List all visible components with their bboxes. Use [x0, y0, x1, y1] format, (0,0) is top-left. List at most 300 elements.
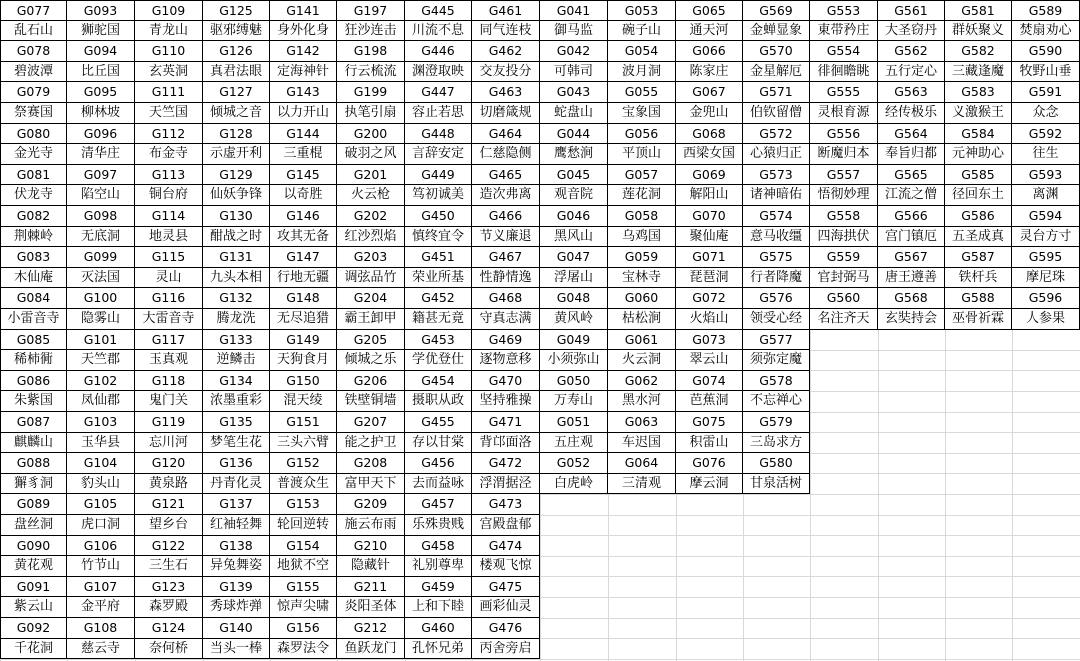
- cell-name[interactable]: 学优登仕: [405, 350, 472, 371]
- cell-name[interactable]: 天狗食月: [270, 350, 337, 371]
- cell-name[interactable]: 能之护卫: [337, 433, 405, 454]
- cell-name[interactable]: 豹头山: [67, 474, 135, 495]
- cell-code[interactable]: G575: [743, 247, 810, 268]
- cell-name[interactable]: 西梁女国: [676, 144, 743, 165]
- cell-code[interactable]: G088: [0, 453, 67, 474]
- cell-name[interactable]: 金蝉显象: [743, 21, 810, 42]
- cell-name[interactable]: 施云布雨: [337, 515, 405, 536]
- cell-name[interactable]: 当头一棒: [203, 639, 270, 660]
- cell-code[interactable]: G128: [203, 124, 270, 145]
- cell-name[interactable]: 五庄观: [540, 433, 608, 454]
- cell-name[interactable]: 布金寺: [135, 144, 203, 165]
- cell-code[interactable]: G131: [203, 247, 270, 268]
- cell-name[interactable]: 火云枪: [337, 185, 405, 206]
- cell-name[interactable]: 示虚开利: [203, 144, 270, 165]
- cell-name[interactable]: 霸王卸甲: [337, 309, 405, 330]
- cell-name[interactable]: 宝林寺: [608, 268, 676, 289]
- cell-name[interactable]: 名注齐天: [810, 309, 878, 330]
- cell-name[interactable]: 画彩仙灵: [472, 597, 540, 618]
- cell-code[interactable]: G567: [878, 247, 945, 268]
- cell-code[interactable]: G149: [270, 330, 337, 351]
- cell-name[interactable]: 节义廉退: [472, 227, 540, 248]
- cell-code[interactable]: G207: [337, 412, 405, 433]
- cell-code[interactable]: G144: [270, 124, 337, 145]
- cell-name[interactable]: 伏龙寺: [0, 185, 67, 206]
- cell-name[interactable]: 炎阳圣体: [337, 597, 405, 618]
- cell-name[interactable]: 宫门镇厄: [878, 227, 945, 248]
- cell-name[interactable]: 鬼门关: [135, 391, 203, 412]
- cell-name[interactable]: 狮驼国: [67, 21, 135, 42]
- cell-name[interactable]: 孔怀兄弟: [405, 639, 472, 660]
- cell-name[interactable]: 真君法眼: [203, 62, 270, 83]
- cell-name[interactable]: 三清观: [608, 474, 676, 495]
- cell-code[interactable]: G127: [203, 82, 270, 103]
- cell-code[interactable]: G123: [135, 577, 203, 598]
- cell-code[interactable]: G118: [135, 371, 203, 392]
- cell-code[interactable]: G047: [540, 247, 608, 268]
- cell-code[interactable]: G124: [135, 618, 203, 639]
- cell-name[interactable]: 万寿山: [540, 391, 608, 412]
- cell-name[interactable]: 腾龙洗: [203, 309, 270, 330]
- cell-name[interactable]: 木仙庵: [0, 268, 67, 289]
- cell-name[interactable]: 经传极乐: [878, 103, 945, 124]
- cell-code[interactable]: G198: [337, 41, 405, 62]
- cell-code[interactable]: G073: [676, 330, 743, 351]
- cell-name[interactable]: 黑风山: [540, 227, 608, 248]
- cell-code[interactable]: G050: [540, 371, 608, 392]
- cell-code[interactable]: G570: [743, 41, 810, 62]
- cell-name[interactable]: 小雷音寺: [0, 309, 67, 330]
- cell-name[interactable]: 领受心经: [743, 309, 810, 330]
- cell-code[interactable]: G450: [405, 206, 472, 227]
- cell-code[interactable]: G594: [1012, 206, 1080, 227]
- cell-code[interactable]: G559: [810, 247, 878, 268]
- cell-name[interactable]: 玄英洞: [135, 62, 203, 83]
- cell-name[interactable]: 群妖聚义: [945, 21, 1012, 42]
- cell-code[interactable]: G055: [608, 82, 676, 103]
- cell-code[interactable]: G449: [405, 165, 472, 186]
- cell-code[interactable]: G110: [135, 41, 203, 62]
- cell-code[interactable]: G147: [270, 247, 337, 268]
- cell-code[interactable]: G126: [203, 41, 270, 62]
- cell-name[interactable]: 礼别尊卑: [405, 556, 472, 577]
- cell-name[interactable]: 奉旨归都: [878, 144, 945, 165]
- cell-name[interactable]: 性静情逸: [472, 268, 540, 289]
- cell-name[interactable]: 三头六臂: [270, 433, 337, 454]
- cell-code[interactable]: G083: [0, 247, 67, 268]
- cell-code[interactable]: G448: [405, 124, 472, 145]
- cell-name[interactable]: 麒麟山: [0, 433, 67, 454]
- cell-code[interactable]: G105: [67, 494, 135, 515]
- cell-code[interactable]: G582: [945, 41, 1012, 62]
- cell-code[interactable]: G468: [472, 288, 540, 309]
- cell-name[interactable]: 黑水河: [608, 391, 676, 412]
- cell-code[interactable]: G571: [743, 82, 810, 103]
- cell-code[interactable]: G100: [67, 288, 135, 309]
- cell-name[interactable]: 四海拱伏: [810, 227, 878, 248]
- cell-name[interactable]: 逆鳞击: [203, 350, 270, 371]
- cell-name[interactable]: 观音院: [540, 185, 608, 206]
- cell-code[interactable]: G101: [67, 330, 135, 351]
- cell-name[interactable]: 青龙山: [135, 21, 203, 42]
- cell-code[interactable]: G052: [540, 453, 608, 474]
- cell-name[interactable]: 上和下睦: [405, 597, 472, 618]
- cell-name[interactable]: 无尽追猎: [270, 309, 337, 330]
- cell-name[interactable]: 逐物意移: [472, 350, 540, 371]
- cell-name[interactable]: 清华庄: [67, 144, 135, 165]
- cell-code[interactable]: G066: [676, 41, 743, 62]
- cell-name[interactable]: 黄风岭: [540, 309, 608, 330]
- cell-code[interactable]: G563: [878, 82, 945, 103]
- cell-name[interactable]: 切磨箴规: [472, 103, 540, 124]
- cell-name[interactable]: 驱邪缚魅: [203, 21, 270, 42]
- cell-code[interactable]: G585: [945, 165, 1012, 186]
- cell-name[interactable]: 义激猴王: [945, 103, 1012, 124]
- cell-code[interactable]: G200: [337, 124, 405, 145]
- cell-name[interactable]: 籍甚无竟: [405, 309, 472, 330]
- cell-code[interactable]: G586: [945, 206, 1012, 227]
- cell-name[interactable]: 火云洞: [608, 350, 676, 371]
- cell-code[interactable]: G097: [67, 165, 135, 186]
- cell-code[interactable]: G057: [608, 165, 676, 186]
- cell-name[interactable]: 鹰愁涧: [540, 144, 608, 165]
- cell-code[interactable]: G139: [203, 577, 270, 598]
- cell-name[interactable]: 莲花洞: [608, 185, 676, 206]
- cell-code[interactable]: G071: [676, 247, 743, 268]
- cell-code[interactable]: G201: [337, 165, 405, 186]
- cell-code[interactable]: G462: [472, 41, 540, 62]
- cell-name[interactable]: 五行定心: [878, 62, 945, 83]
- cell-name[interactable]: 悟彻妙理: [810, 185, 878, 206]
- cell-code[interactable]: G091: [0, 577, 67, 598]
- cell-code[interactable]: G113: [135, 165, 203, 186]
- cell-code[interactable]: G067: [676, 82, 743, 103]
- cell-code[interactable]: G115: [135, 247, 203, 268]
- cell-name[interactable]: 执笔引扇: [337, 103, 405, 124]
- cell-code[interactable]: G117: [135, 330, 203, 351]
- cell-code[interactable]: G120: [135, 453, 203, 474]
- cell-name[interactable]: 行地无疆: [270, 268, 337, 289]
- cell-name[interactable]: 天竺国: [135, 103, 203, 124]
- cell-name[interactable]: 往生: [1012, 144, 1080, 165]
- cell-code[interactable]: G152: [270, 453, 337, 474]
- cell-name[interactable]: 守真志满: [472, 309, 540, 330]
- cell-name[interactable]: 川流不息: [405, 21, 472, 42]
- cell-name[interactable]: 惊声尖啸: [270, 597, 337, 618]
- cell-name[interactable]: 三重棍: [270, 144, 337, 165]
- cell-name[interactable]: 紫云山: [0, 597, 67, 618]
- cell-name[interactable]: 容止若思: [405, 103, 472, 124]
- cell-code[interactable]: G065: [676, 0, 743, 21]
- cell-code[interactable]: G138: [203, 536, 270, 557]
- cell-code[interactable]: G099: [67, 247, 135, 268]
- cell-code[interactable]: G457: [405, 494, 472, 515]
- cell-code[interactable]: G104: [67, 453, 135, 474]
- cell-code[interactable]: G211: [337, 577, 405, 598]
- cell-name[interactable]: 铜台府: [135, 185, 203, 206]
- cell-name[interactable]: 三岛求方: [743, 433, 810, 454]
- cell-code[interactable]: G467: [472, 247, 540, 268]
- cell-code[interactable]: G461: [472, 0, 540, 21]
- cell-code[interactable]: G555: [810, 82, 878, 103]
- cell-name[interactable]: 虎口洞: [67, 515, 135, 536]
- cell-code[interactable]: G106: [67, 536, 135, 557]
- cell-name[interactable]: 灵山: [135, 268, 203, 289]
- cell-name[interactable]: 伯钦留僧: [743, 103, 810, 124]
- cell-code[interactable]: G070: [676, 206, 743, 227]
- cell-name[interactable]: 碗子山: [608, 21, 676, 42]
- cell-code[interactable]: G451: [405, 247, 472, 268]
- cell-code[interactable]: G063: [608, 412, 676, 433]
- cell-code[interactable]: G043: [540, 82, 608, 103]
- cell-code[interactable]: G155: [270, 577, 337, 598]
- cell-code[interactable]: G150: [270, 371, 337, 392]
- cell-code[interactable]: G051: [540, 412, 608, 433]
- cell-name[interactable]: 富甲天下: [337, 474, 405, 495]
- cell-code[interactable]: G114: [135, 206, 203, 227]
- cell-name[interactable]: 意马收缰: [743, 227, 810, 248]
- cell-code[interactable]: G072: [676, 288, 743, 309]
- cell-code[interactable]: G068: [676, 124, 743, 145]
- cell-code[interactable]: G476: [472, 618, 540, 639]
- cell-name[interactable]: 獬豸洞: [0, 474, 67, 495]
- cell-name[interactable]: 隐雾山: [67, 309, 135, 330]
- cell-code[interactable]: G574: [743, 206, 810, 227]
- cell-code[interactable]: G562: [878, 41, 945, 62]
- cell-name[interactable]: 荣业所基: [405, 268, 472, 289]
- cell-name[interactable]: 断魔归本: [810, 144, 878, 165]
- cell-name[interactable]: 天竺郡: [67, 350, 135, 371]
- cell-name[interactable]: 浮屠山: [540, 268, 608, 289]
- cell-code[interactable]: G464: [472, 124, 540, 145]
- cell-name[interactable]: 焚扇劝心: [1012, 21, 1080, 42]
- cell-code[interactable]: G446: [405, 41, 472, 62]
- cell-name[interactable]: 秀球炸弹: [203, 597, 270, 618]
- cell-name[interactable]: 火焰山: [676, 309, 743, 330]
- cell-code[interactable]: G591: [1012, 82, 1080, 103]
- cell-code[interactable]: G058: [608, 206, 676, 227]
- cell-name[interactable]: 柳林坡: [67, 103, 135, 124]
- cell-code[interactable]: G122: [135, 536, 203, 557]
- cell-code[interactable]: G098: [67, 206, 135, 227]
- cell-code[interactable]: G133: [203, 330, 270, 351]
- cell-code[interactable]: G206: [337, 371, 405, 392]
- cell-name[interactable]: 定海神针: [270, 62, 337, 83]
- cell-code[interactable]: G059: [608, 247, 676, 268]
- cell-code[interactable]: G576: [743, 288, 810, 309]
- cell-name[interactable]: 江流之僧: [878, 185, 945, 206]
- cell-code[interactable]: G112: [135, 124, 203, 145]
- cell-name[interactable]: 唐王遵善: [878, 268, 945, 289]
- cell-name[interactable]: 以力开山: [270, 103, 337, 124]
- cell-code[interactable]: G069: [676, 165, 743, 186]
- cell-code[interactable]: G082: [0, 206, 67, 227]
- cell-code[interactable]: G044: [540, 124, 608, 145]
- cell-name[interactable]: 慎终宜令: [405, 227, 472, 248]
- cell-code[interactable]: G560: [810, 288, 878, 309]
- cell-name[interactable]: 稀柿衕: [0, 350, 67, 371]
- cell-name[interactable]: 解阳山: [676, 185, 743, 206]
- cell-name[interactable]: 乱石山: [0, 21, 67, 42]
- cell-name[interactable]: 波月洞: [608, 62, 676, 83]
- cell-name[interactable]: 破羽之风: [337, 144, 405, 165]
- cell-code[interactable]: G209: [337, 494, 405, 515]
- cell-name[interactable]: 望乡台: [135, 515, 203, 536]
- cell-name[interactable]: 众念: [1012, 103, 1080, 124]
- cell-name[interactable]: 徘徊瞻眺: [810, 62, 878, 83]
- cell-name[interactable]: 以奇胜: [270, 185, 337, 206]
- cell-code[interactable]: G595: [1012, 247, 1080, 268]
- cell-name[interactable]: 奈何桥: [135, 639, 203, 660]
- cell-code[interactable]: G096: [67, 124, 135, 145]
- cell-code[interactable]: G046: [540, 206, 608, 227]
- cell-code[interactable]: G208: [337, 453, 405, 474]
- cell-code[interactable]: G090: [0, 536, 67, 557]
- cell-name[interactable]: 宝象国: [608, 103, 676, 124]
- cell-name[interactable]: 巫骨祈霖: [945, 309, 1012, 330]
- cell-code[interactable]: G141: [270, 0, 337, 21]
- cell-code[interactable]: G095: [67, 82, 135, 103]
- cell-name[interactable]: 行者降魔: [743, 268, 810, 289]
- cell-code[interactable]: G130: [203, 206, 270, 227]
- cell-code[interactable]: G564: [878, 124, 945, 145]
- cell-code[interactable]: G092: [0, 618, 67, 639]
- cell-code[interactable]: G148: [270, 288, 337, 309]
- cell-code[interactable]: G588: [945, 288, 1012, 309]
- cell-code[interactable]: G074: [676, 371, 743, 392]
- cell-code[interactable]: G474: [472, 536, 540, 557]
- cell-code[interactable]: G473: [472, 494, 540, 515]
- cell-code[interactable]: G568: [878, 288, 945, 309]
- cell-code[interactable]: G089: [0, 494, 67, 515]
- cell-code[interactable]: G129: [203, 165, 270, 186]
- cell-name[interactable]: 造次弗离: [472, 185, 540, 206]
- cell-name[interactable]: 轮回逆转: [270, 515, 337, 536]
- cell-name[interactable]: 盘丝洞: [0, 515, 67, 536]
- cell-name[interactable]: 蛇盘山: [540, 103, 608, 124]
- cell-name[interactable]: 黄花观: [0, 556, 67, 577]
- cell-code[interactable]: G077: [0, 0, 67, 21]
- cell-code[interactable]: G153: [270, 494, 337, 515]
- cell-name[interactable]: 身外化身: [270, 21, 337, 42]
- cell-code[interactable]: G116: [135, 288, 203, 309]
- cell-code[interactable]: G197: [337, 0, 405, 21]
- cell-code[interactable]: G102: [67, 371, 135, 392]
- cell-name[interactable]: 森罗殿: [135, 597, 203, 618]
- cell-code[interactable]: G146: [270, 206, 337, 227]
- cell-name[interactable]: 仁慈隐侧: [472, 144, 540, 165]
- cell-name[interactable]: 车迟国: [608, 433, 676, 454]
- cell-name[interactable]: 普渡众生: [270, 474, 337, 495]
- cell-code[interactable]: G078: [0, 41, 67, 62]
- cell-code[interactable]: G470: [472, 371, 540, 392]
- cell-name[interactable]: 仙妖争锋: [203, 185, 270, 206]
- cell-name[interactable]: 三藏逢魔: [945, 62, 1012, 83]
- cell-code[interactable]: G569: [743, 0, 810, 21]
- cell-name[interactable]: 竹节山: [67, 556, 135, 577]
- cell-name[interactable]: 聚仙庵: [676, 227, 743, 248]
- cell-code[interactable]: G049: [540, 330, 608, 351]
- cell-name[interactable]: 径回东土: [945, 185, 1012, 206]
- cell-code[interactable]: G471: [472, 412, 540, 433]
- cell-name[interactable]: 荆棘岭: [0, 227, 67, 248]
- cell-name[interactable]: 丹青化灵: [203, 474, 270, 495]
- cell-name[interactable]: 存以甘棠: [405, 433, 472, 454]
- cell-name[interactable]: 不忘禅心: [743, 391, 810, 412]
- cell-code[interactable]: G210: [337, 536, 405, 557]
- cell-name[interactable]: 玉华县: [67, 433, 135, 454]
- cell-code[interactable]: G145: [270, 165, 337, 186]
- cell-name[interactable]: 摄职从政: [405, 391, 472, 412]
- cell-code[interactable]: G459: [405, 577, 472, 598]
- cell-code[interactable]: G140: [203, 618, 270, 639]
- cell-code[interactable]: G565: [878, 165, 945, 186]
- cell-name[interactable]: 乐殊贵贱: [405, 515, 472, 536]
- cell-code[interactable]: G151: [270, 412, 337, 433]
- cell-name[interactable]: 浮渭据泾: [472, 474, 540, 495]
- cell-name[interactable]: 坚持雅操: [472, 391, 540, 412]
- cell-code[interactable]: G593: [1012, 165, 1080, 186]
- cell-name[interactable]: 灵根育源: [810, 103, 878, 124]
- cell-code[interactable]: G472: [472, 453, 540, 474]
- cell-code[interactable]: G107: [67, 577, 135, 598]
- cell-name[interactable]: 御马监: [540, 21, 608, 42]
- cell-code[interactable]: G060: [608, 288, 676, 309]
- cell-code[interactable]: G143: [270, 82, 337, 103]
- cell-code[interactable]: G445: [405, 0, 472, 21]
- cell-name[interactable]: 碧波潭: [0, 62, 67, 83]
- cell-name[interactable]: 五圣成真: [945, 227, 1012, 248]
- cell-name[interactable]: 鱼跃龙门: [337, 639, 405, 660]
- cell-name[interactable]: 灭法国: [67, 268, 135, 289]
- cell-name[interactable]: 陷空山: [67, 185, 135, 206]
- cell-name[interactable]: 酣战之时: [203, 227, 270, 248]
- cell-code[interactable]: G566: [878, 206, 945, 227]
- cell-code[interactable]: G466: [472, 206, 540, 227]
- cell-name[interactable]: 芭蕉洞: [676, 391, 743, 412]
- cell-code[interactable]: G584: [945, 124, 1012, 145]
- cell-code[interactable]: G121: [135, 494, 203, 515]
- cell-code[interactable]: G134: [203, 371, 270, 392]
- cell-name[interactable]: 大雷音寺: [135, 309, 203, 330]
- cell-name[interactable]: 狂沙连击: [337, 21, 405, 42]
- cell-name[interactable]: 须弥定魔: [743, 350, 810, 371]
- cell-code[interactable]: G154: [270, 536, 337, 557]
- cell-name[interactable]: 翠云山: [676, 350, 743, 371]
- cell-code[interactable]: G202: [337, 206, 405, 227]
- cell-code[interactable]: G456: [405, 453, 472, 474]
- cell-code[interactable]: G469: [472, 330, 540, 351]
- cell-code[interactable]: G142: [270, 41, 337, 62]
- cell-name[interactable]: 枯松涧: [608, 309, 676, 330]
- cell-name[interactable]: 摩云洞: [676, 474, 743, 495]
- cell-code[interactable]: G080: [0, 124, 67, 145]
- cell-name[interactable]: 铁壁铜墙: [337, 391, 405, 412]
- cell-code[interactable]: G119: [135, 412, 203, 433]
- cell-name[interactable]: 诸神暗佑: [743, 185, 810, 206]
- cell-code[interactable]: G125: [203, 0, 270, 21]
- cell-code[interactable]: G132: [203, 288, 270, 309]
- cell-name[interactable]: 摩尼珠: [1012, 268, 1080, 289]
- cell-code[interactable]: G583: [945, 82, 1012, 103]
- cell-name[interactable]: 丙舍旁启: [472, 639, 540, 660]
- cell-code[interactable]: G075: [676, 412, 743, 433]
- cell-code[interactable]: G094: [67, 41, 135, 62]
- cell-name[interactable]: 交友投分: [472, 62, 540, 83]
- cell-name[interactable]: 倾城之乐: [337, 350, 405, 371]
- cell-name[interactable]: 离渊: [1012, 185, 1080, 206]
- cell-name[interactable]: 异兔舞姿: [203, 556, 270, 577]
